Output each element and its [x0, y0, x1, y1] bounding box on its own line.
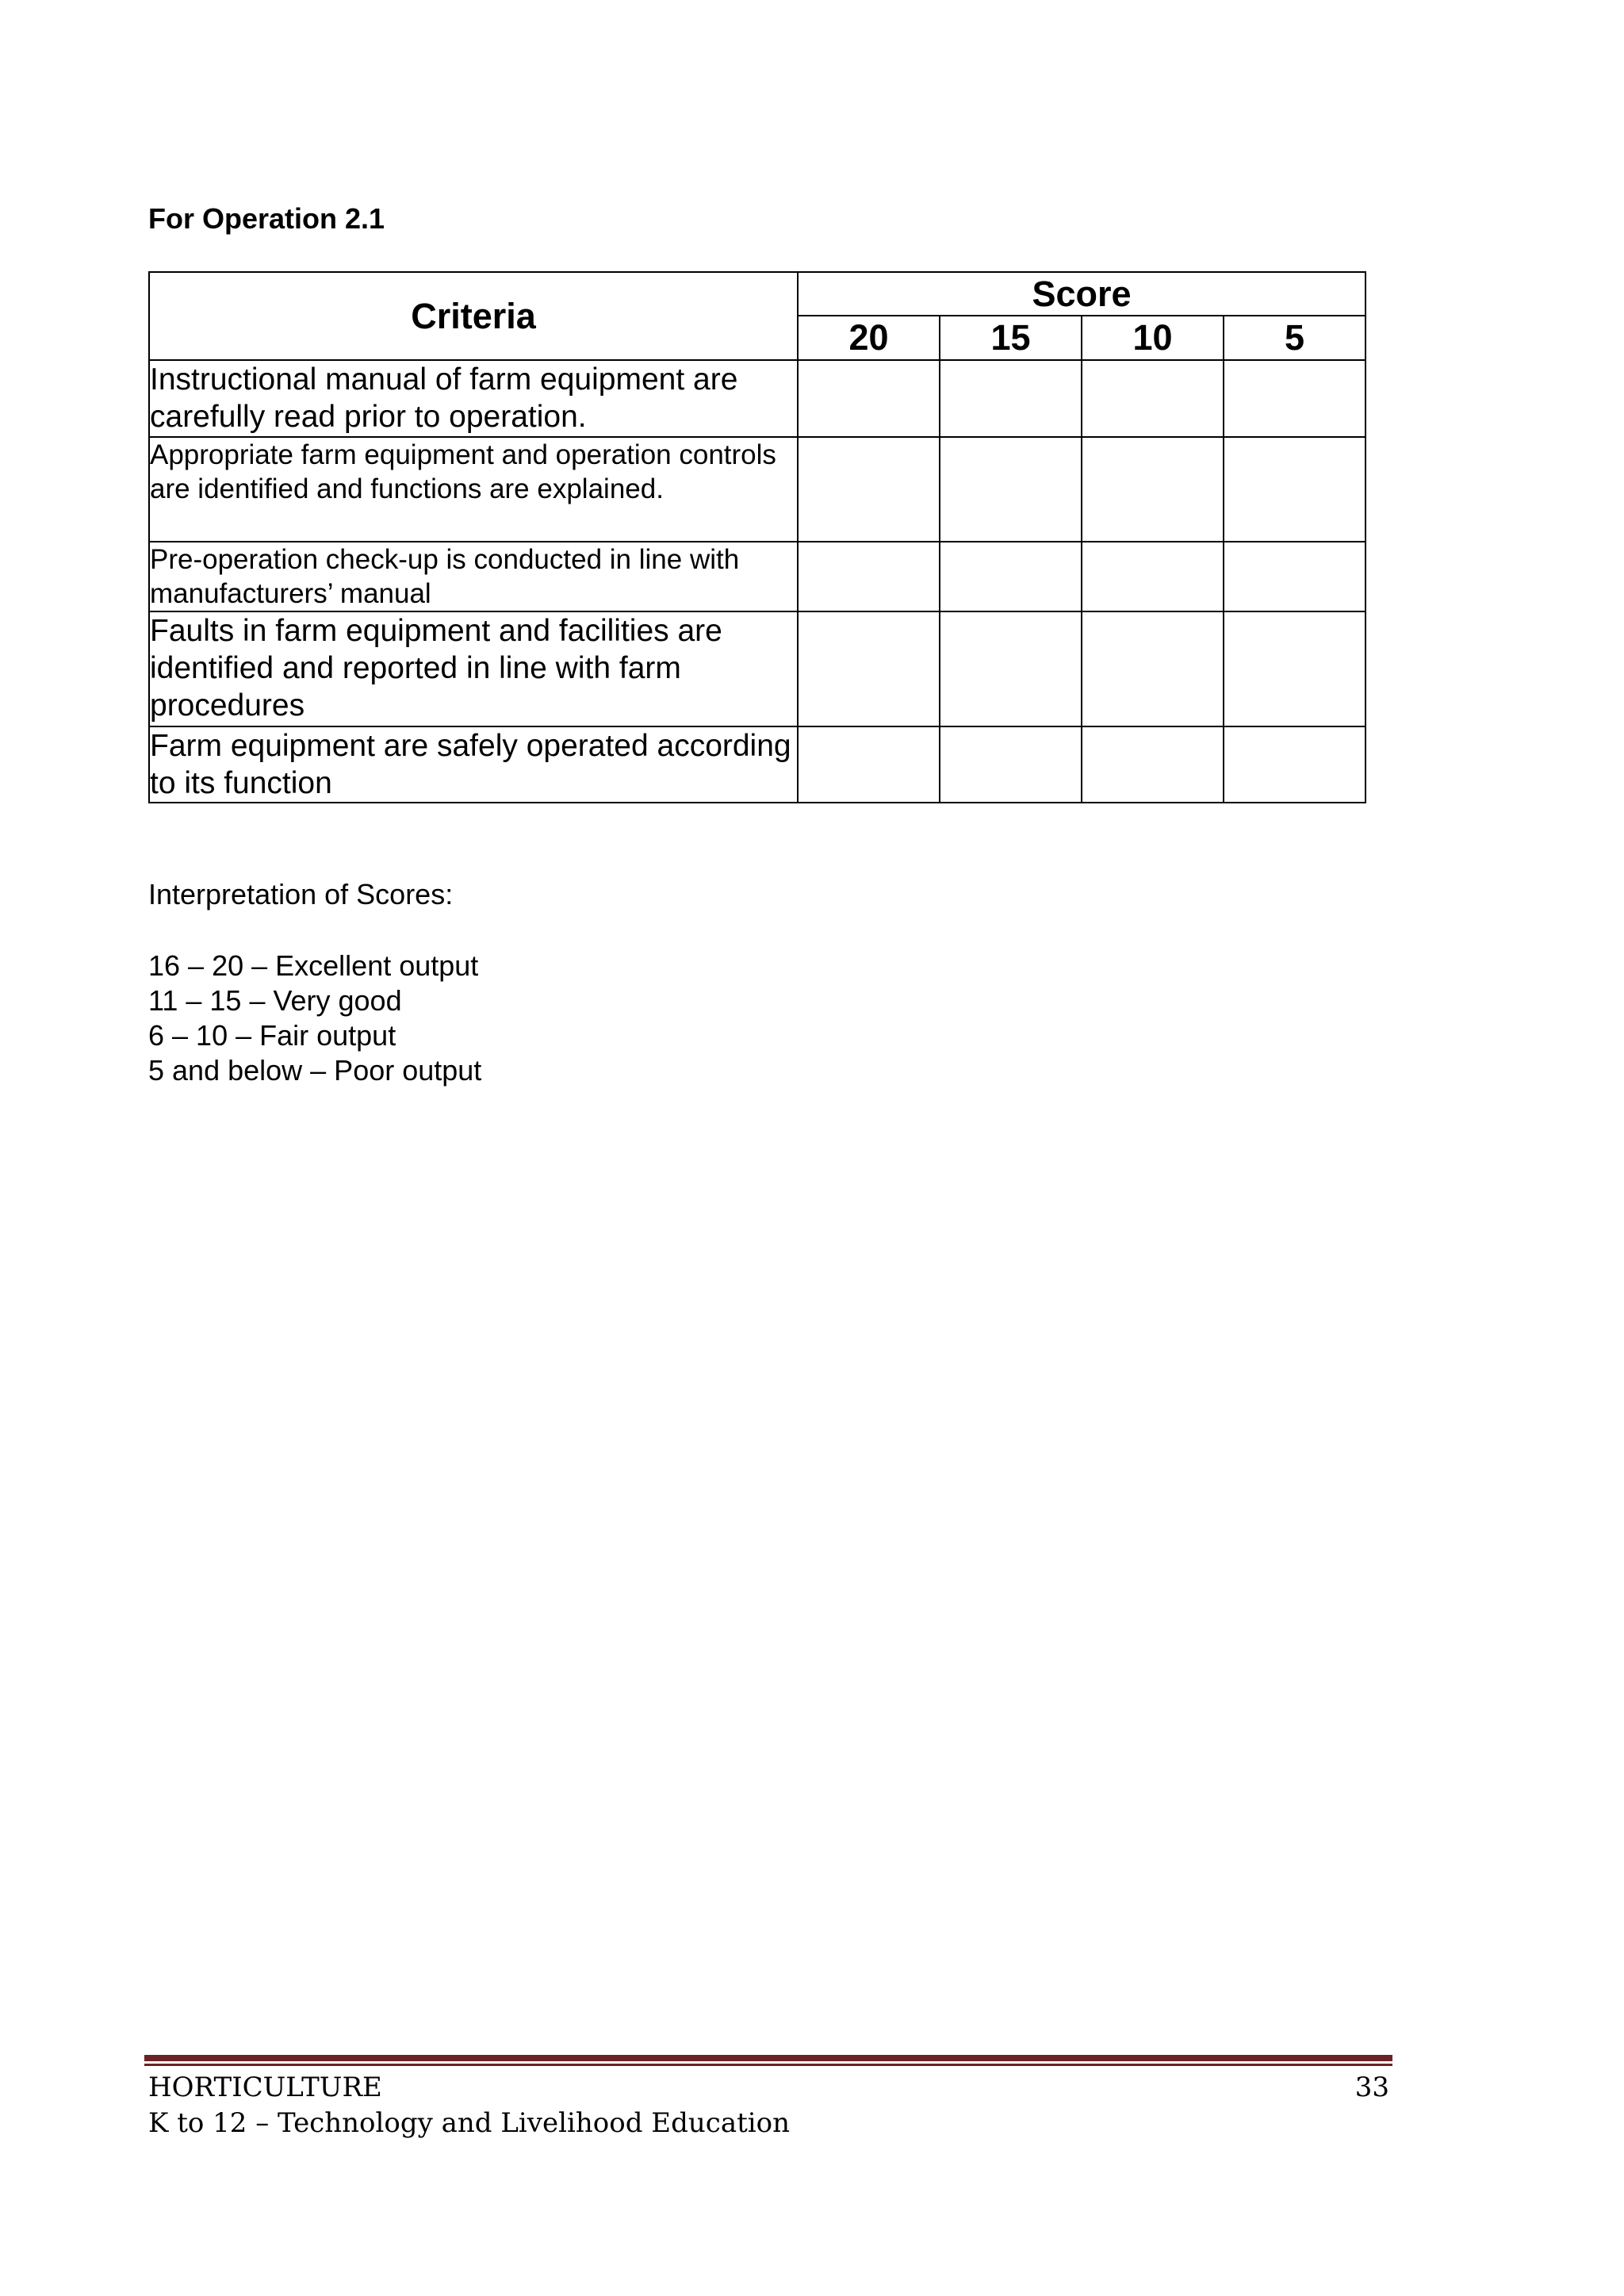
- footer-subtitle: K to 12 – Technology and Livelihood Education: [148, 2107, 790, 2139]
- table-row: [149, 726, 1365, 803]
- table-row: [149, 542, 1365, 611]
- interpretation-title: Interpretation of Scores:: [148, 878, 454, 910]
- score-cell: [798, 726, 940, 803]
- table-row: [149, 611, 1365, 726]
- page-number: 33: [1354, 2072, 1389, 2103]
- score-cell: [940, 542, 1082, 611]
- rubric-table: [148, 271, 1366, 803]
- criterion-cell: Pre-operation check-up is conducted in line with manufacturers’ manual: [149, 542, 798, 611]
- criterion-cell: Appropriate farm equipment and operation controls are identified and functions are explained.: [149, 437, 798, 542]
- table-header-row: [149, 272, 1365, 316]
- score-column-10: 10: [1082, 316, 1224, 360]
- table-row: [149, 437, 1365, 542]
- criteria-header: Criteria: [149, 272, 798, 360]
- score-cell: [1224, 726, 1365, 803]
- score-cell: [1224, 611, 1365, 726]
- interpretation-levels: [148, 949, 481, 1088]
- score-cell: [798, 542, 940, 611]
- score-column-20: 20: [798, 316, 940, 360]
- footer-divider: [144, 2055, 1392, 2061]
- score-column-5: 5: [1224, 316, 1365, 360]
- score-cell: [798, 437, 940, 542]
- score-cell: [940, 611, 1082, 726]
- score-column-15: 15: [940, 316, 1082, 360]
- score-cell: [1082, 726, 1224, 803]
- criterion-cell: Farm equipment are safely operated according to its function: [149, 726, 798, 803]
- score-cell: [940, 726, 1082, 803]
- score-cell: [940, 437, 1082, 542]
- list-item: 6 – 10 – Fair output: [148, 1019, 396, 1052]
- footer-divider-thin: [144, 2064, 1392, 2066]
- list-item: 5 and below – Poor output: [148, 1054, 482, 1087]
- list-item: 11 – 15 – Very good: [148, 984, 402, 1017]
- list-item: 16 – 20 – Excellent output: [148, 949, 479, 982]
- score-cell: [1082, 437, 1224, 542]
- score-cell: [1224, 437, 1365, 542]
- score-cell: [1224, 360, 1365, 437]
- score-header: Score: [798, 272, 1365, 316]
- footer-title: HORTICULTURE: [148, 2072, 382, 2103]
- score-cell: [1082, 611, 1224, 726]
- criterion-cell: Instructional manual of farm equipment are carefully read prior to operation.: [149, 360, 798, 437]
- score-cell: [1082, 360, 1224, 437]
- score-cell: [1082, 542, 1224, 611]
- score-cell: [1224, 542, 1365, 611]
- score-cell: [798, 611, 940, 726]
- table-row: [149, 360, 1365, 437]
- score-cell: [798, 360, 940, 437]
- criterion-cell: Faults in farm equipment and facilities are identified and reported in line with farm procedures: [149, 611, 798, 726]
- section-heading: For Operation 2.1: [148, 202, 385, 235]
- score-cell: [940, 360, 1082, 437]
